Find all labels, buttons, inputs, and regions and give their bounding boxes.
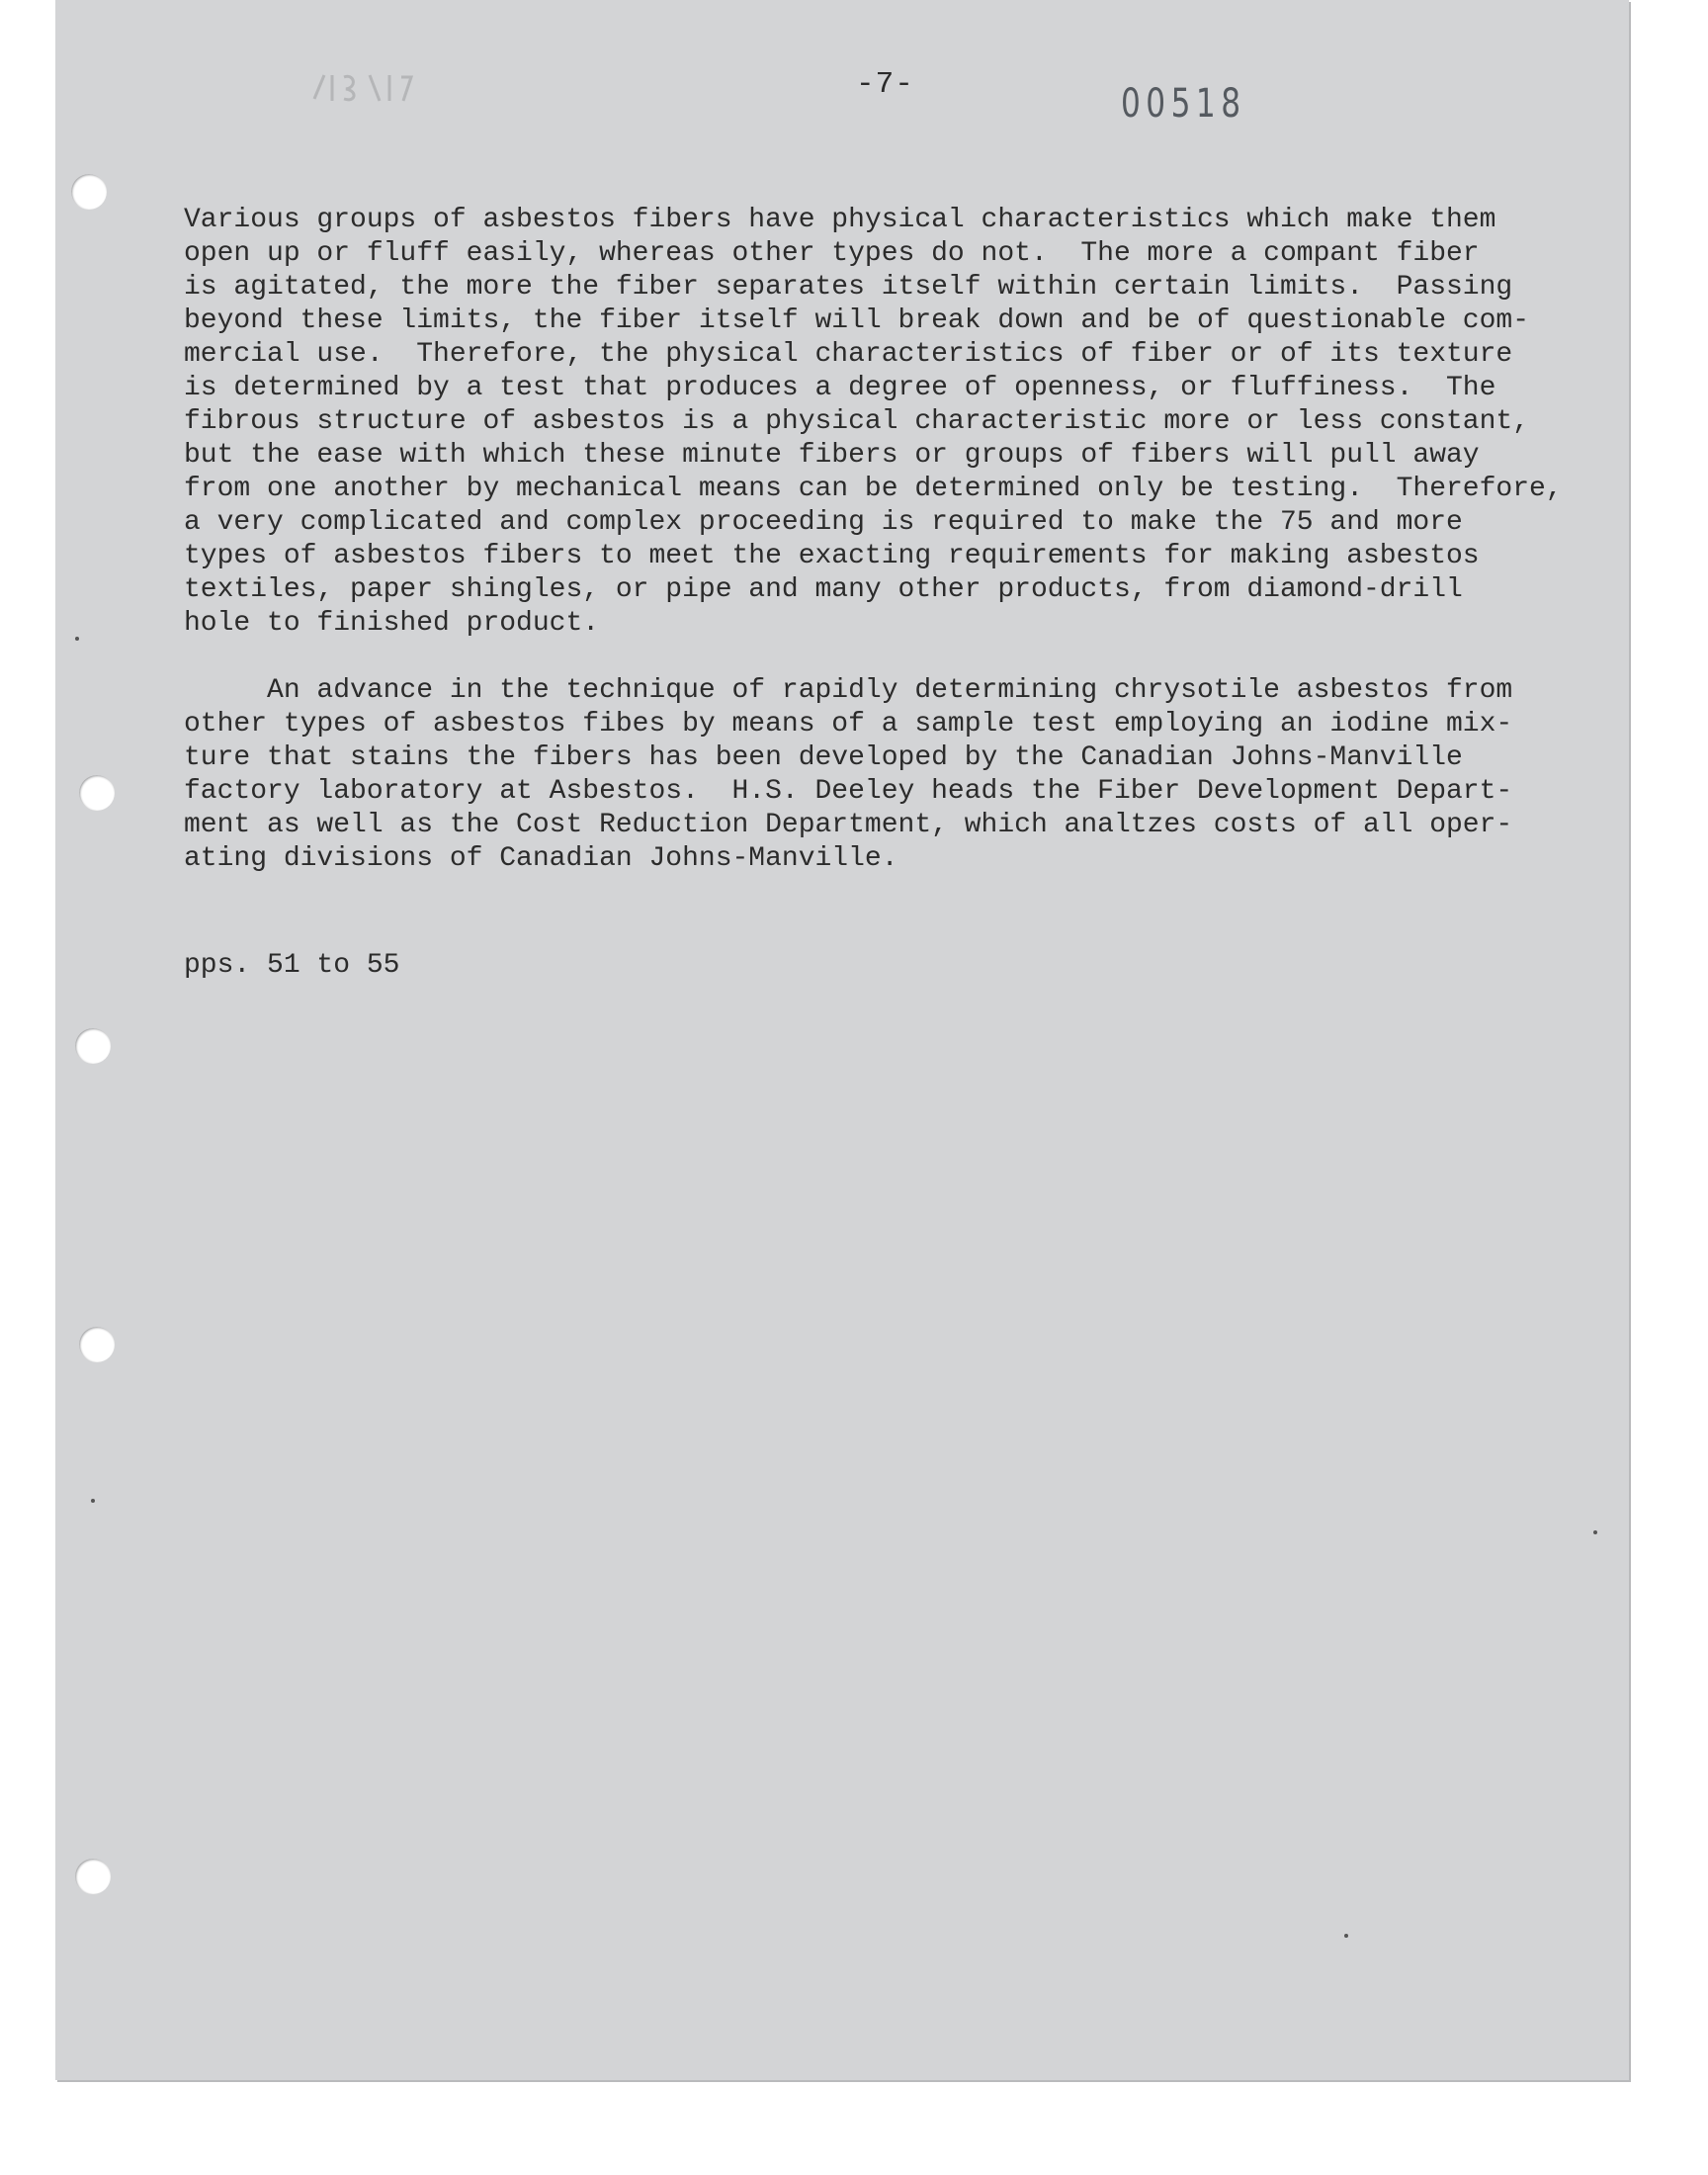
text-line: fibrous structure of asbestos is a physical characteristic more or less constant, <box>184 406 1530 437</box>
punch-hole <box>75 1859 111 1894</box>
text-line: a very complicated and complex proceeding is required to make the 75 and more <box>184 507 1463 538</box>
page-reference-text: pps. 51 to 55 <box>184 950 400 981</box>
text-line: beyond these limits, the fiber itself will break down and be of questionable com- <box>184 305 1530 336</box>
text-line: hole to finished product. <box>184 608 600 639</box>
faint-bleedthrough-mark <box>310 69 419 107</box>
text-line: types of asbestos fibers to meet the exacting requirements for making asbestos <box>184 541 1480 571</box>
text-line: textiles, paper shingles, or pipe and many other products, from diamond-drill <box>184 574 1463 605</box>
paper-speck <box>75 637 79 641</box>
document-number-stamp: 00518 <box>1121 81 1246 127</box>
punch-hole <box>71 174 107 210</box>
text-line: but the ease with which these minute fibers or groups of fibers will pull away <box>184 440 1480 471</box>
text-line: factory laboratory at Asbestos. H.S. Deeley heads the Fiber Development Depart- <box>184 776 1513 807</box>
page-number: -7- <box>856 67 914 102</box>
text-line: ture that stains the fibers has been developed by the Canadian Johns-Manville <box>184 742 1463 773</box>
paragraph-fiber-characteristics <box>184 204 1563 641</box>
paper-speck <box>91 1499 95 1503</box>
text-line: Various groups of asbestos fibers have physical characteristics which make them <box>184 205 1496 235</box>
page-reference <box>184 949 399 983</box>
text-line: open up or fluff easily, whereas other types do not. The more a compant fiber <box>184 238 1480 269</box>
text-line: is agitated, the more the fiber separates itself within certain limits. Passing <box>184 272 1513 303</box>
punch-hole <box>79 1327 115 1362</box>
punch-hole <box>75 1028 111 1064</box>
text-line: is determined by a test that produces a degree of openness, or fluffiness. The <box>184 373 1496 403</box>
paper-speck <box>1344 1934 1348 1938</box>
text-line: other types of asbestos fibes by means of a sample test employing an iodine mix- <box>184 709 1513 740</box>
text-line: ment as well as the Cost Reduction Department, which analtzes costs of all oper- <box>184 810 1513 840</box>
paragraph-iodine-test <box>184 674 1512 876</box>
text-line: ating divisions of Canadian Johns-Manville. <box>184 843 898 874</box>
text-line: mercial use. Therefore, the physical characteristics of fiber or of its texture <box>184 339 1513 370</box>
paper-speck <box>1593 1530 1597 1534</box>
document-page <box>55 0 1629 2080</box>
punch-hole <box>79 775 115 811</box>
text-line: An advance in the technique of rapidly determining chrysotile asbestos from <box>184 675 1513 706</box>
text-line: from one another by mechanical means can be determined only be testing. Therefore, <box>184 474 1563 504</box>
